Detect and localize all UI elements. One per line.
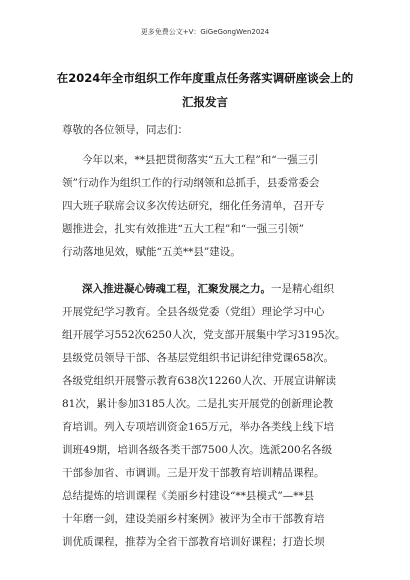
para2-line-5: 各级党组织开展警示教育638次12260人次、开展宣讲解读 [62,375,336,387]
para2-line-6: 81次，累计参加3185人次。二是扎实开展党的创新理论教 [62,398,334,410]
para1-line-3: 四大班子联席会议多次传达研究，细化任务清单，召开专 [62,200,325,212]
document-title-line-1: 在2024年全市组织工作年度重点任务落实调研座谈会上的 [56,71,354,85]
para2-first-line [82,281,362,296]
header-note: 更多免费公文+V：GiGeGongWen2024 [140,28,270,36]
para1-line-4: 题推进会，扎实有效推进“五大工程”和“一强三引领” [62,223,304,235]
para2-line-9: 干部参加省、市调训。三是开发干部教育培训精品课程。 [62,467,325,479]
para1-line-2: 领”行动作为组织工作的行动纲领和总抓手，县委常委会 [62,177,320,189]
para2-line-2: 开展党纪学习教育。全县各级党委（党组）理论学习中心 [62,306,325,318]
para2-line-4: 县级党员领导干部、各基层党组织书记讲纪律党课658次。 [62,352,335,364]
para2-line-3: 组开展学习552次6250人次，党支部开展集中学习3195次。 [62,329,346,341]
para2-line-12: 训优质课程，推荐为全省干部教育培训好课程；打造长坝 [62,536,325,548]
para1-line-5: 行动落地见效，赋能“五美**县”建设。 [62,246,241,258]
para2-line-7: 育培训。列入专项培训资金165万元，举办各类线上线下培 [62,421,335,433]
para1-line-1: 今年以来，**县把贯彻落实“五大工程”和“一强三引 [82,154,319,166]
document-title-line-2: 汇报发言 [182,95,228,109]
para2-line-8: 训班49期，培训各级各类干部7500人次。选派200名各级 [62,444,333,456]
para2-first-line-rest: 一是精心组织 [271,283,334,295]
para2-line-10: 总结提炼的培训课程《美丽乡村建设“**县模式”—**县 [62,490,315,502]
salutation: 尊敬的各位领导，同志们： [62,124,188,136]
para2-heading: 深入推进凝心铸魂工程，汇聚发展之力。 [82,283,271,295]
para2-line-11: 十年磨一剑，建设美丽乡村案例》被评为全市干部教育培 [62,513,325,525]
